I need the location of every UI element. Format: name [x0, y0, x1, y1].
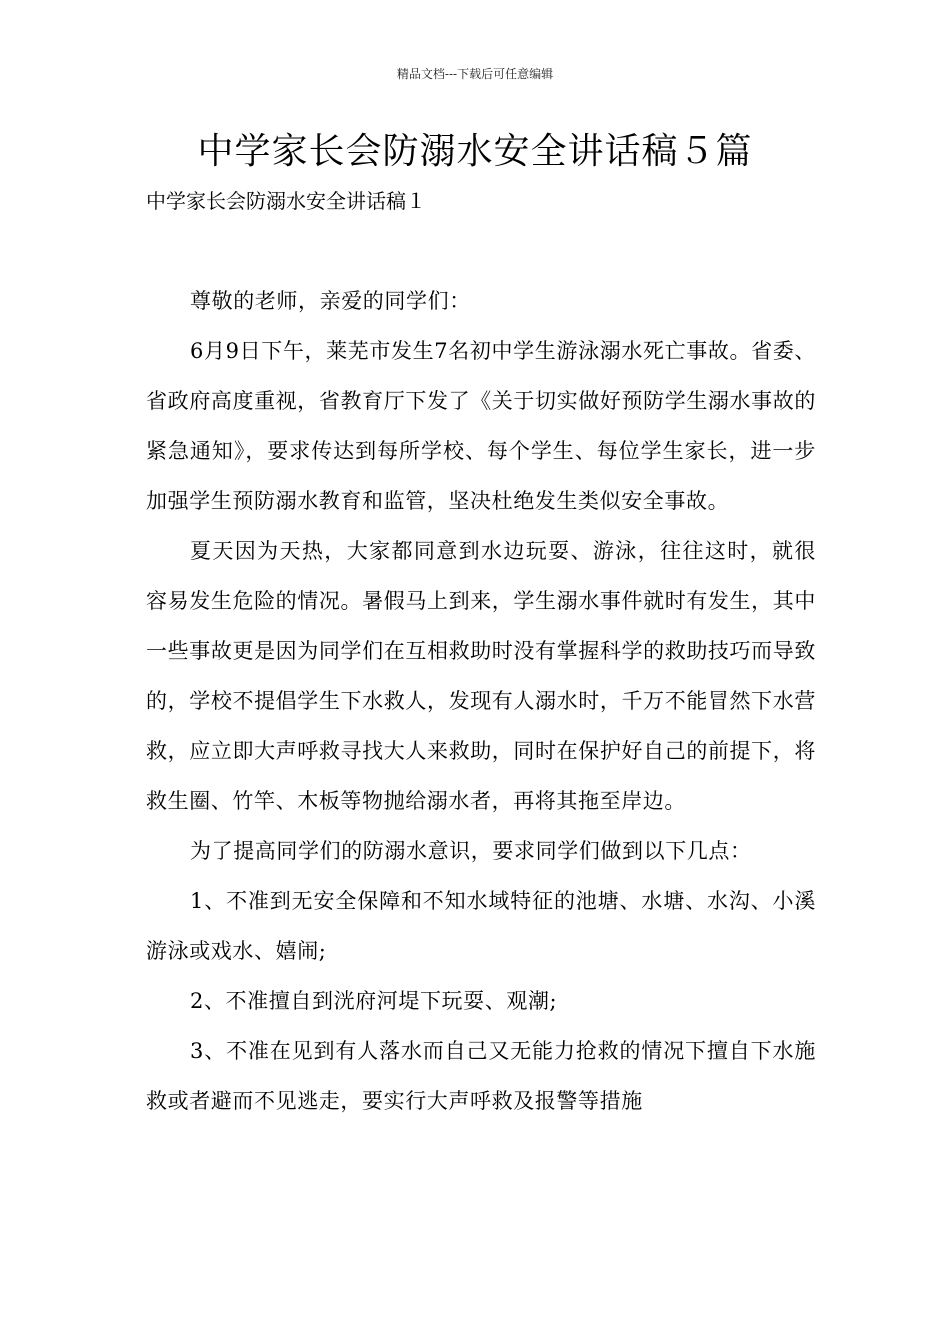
paragraph-rule-3: 3、不准在见到有人落水而自己又无能力抢救的情况下擅自下水施救或者避而不见逃走，要实行大声呼救及报警等措施 — [146, 1039, 816, 1113]
document-body — [146, 276, 816, 1126]
paragraph-rule-2: 2、不准擅自到洸府河堤下玩耍、观潮; — [190, 989, 558, 1013]
document-title: 中学家长会防溺水安全讲话稿５篇 — [197, 131, 753, 172]
paragraph: 夏天因为天热，大家都同意到水边玩耍、游泳，往往这时，就很容易发生危险的情况。暑假马上到来，学生溺水事件就时有发生，其中一些事故更是因为同学们在互相救助时没有掌握科学的救助技巧而导致的，学校不提倡学生下水救人，发现有人溺水时，千万不能冒然下水营救，应立即大声呼救寻找大人来救助，同时在保护好自己的前提下，将救生圈、竹竿、木板等物抛给溺水者，再将其拖至岸边。 — [146, 539, 816, 813]
paragraph-greeting: 尊敬的老师，亲爱的同学们： — [190, 289, 471, 313]
header-note: 精品文档---下载后可任意编辑 — [396, 67, 554, 81]
paragraph: 6月9日下午，莱芜市发生7名初中学生游泳溺水死亡事故。省委、省政府高度重视，省教育厅下发了《关于切实做好预防学生溺水事故的紧急通知》，要求传达到每所学校、每个学生、每位学生家长，进一步加强学生预防溺水教育和监管，坚决杜绝发生类似安全事故。 — [146, 339, 816, 513]
paragraph-rule-1: 1、不准到无安全保障和不知水域特征的池塘、水塘、水沟、小溪游泳或戏水、嬉闹; — [146, 889, 816, 963]
paragraph: 为了提高同学们的防溺水意识，要求同学们做到以下几点： — [190, 839, 752, 863]
section-subtitle: 中学家长会防溺水安全讲话稿１ — [146, 189, 426, 213]
